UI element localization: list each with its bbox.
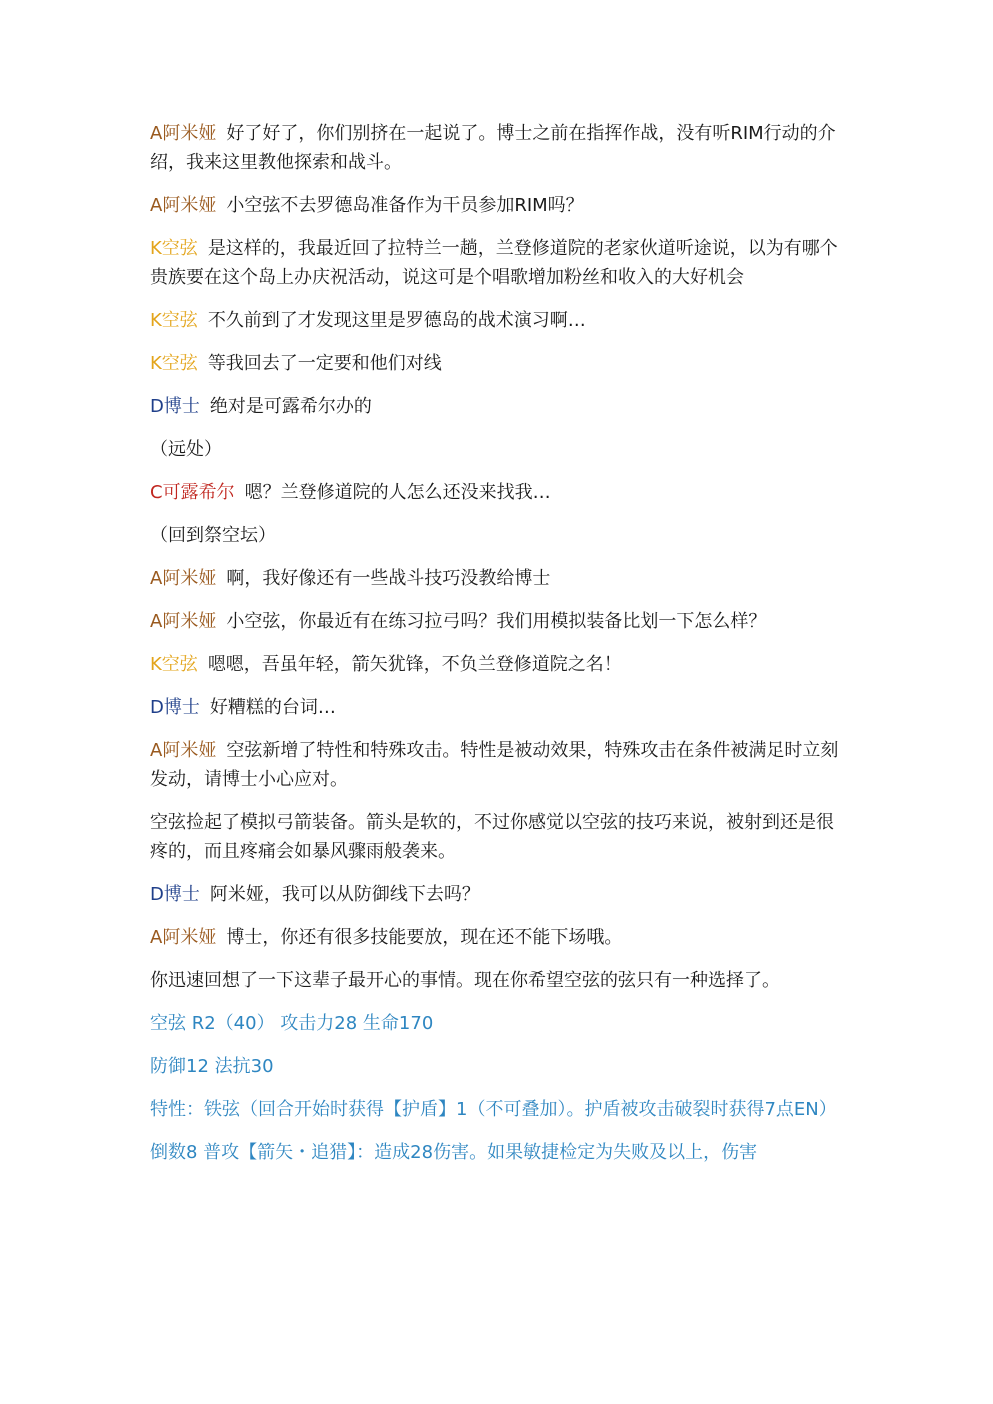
dialogue-line — [150, 234, 840, 292]
line-text: （远处） — [150, 439, 222, 460]
speaker-name: A阿米娅 — [150, 568, 217, 589]
narration-line — [150, 435, 840, 464]
line-text: 小空弦，你最近有在练习拉弓吗？我们用模拟装备比划一下怎么样？ — [226, 611, 767, 632]
document-body — [150, 119, 840, 1181]
speaker-name: C可露希尔 — [150, 482, 235, 503]
speaker-name: A阿米娅 — [150, 195, 217, 216]
line-text: 不久前到了才发现这里是罗德岛的战术演习啊… — [207, 310, 586, 331]
line-text: 防御12 法抗30 — [150, 1056, 274, 1077]
narration-line — [150, 521, 840, 550]
line-text: 好了好了，你们别挤在一起说了。博士之前在指挥作战，没有听RIM行动的介绍，我来这里教他探索和战斗。 — [150, 123, 836, 173]
speaker-name: K空弦 — [150, 238, 198, 259]
dialogue-line — [150, 693, 840, 722]
narration-line — [150, 808, 840, 866]
speaker-name: K空弦 — [150, 353, 198, 374]
dialogue-line — [150, 478, 840, 507]
line-text: 空弦 R2（40） 攻击力28 生命170 — [150, 1013, 434, 1034]
speaker-name: A阿米娅 — [150, 740, 217, 761]
speaker-name: K空弦 — [150, 310, 198, 331]
line-text: 倒数8 普攻【箭矢・追猎】：造成28伤害。如果敏捷检定为失败及以上，伤害 — [150, 1142, 758, 1163]
line-text: （回到祭空坛） — [150, 525, 276, 546]
line-text: 嗯？兰登修道院的人怎么还没来找我… — [244, 482, 551, 503]
dialogue-line — [150, 564, 840, 593]
line-text: 是这样的，我最近回了拉特兰一趟，兰登修道院的老家伙道听途说，以为有哪个贵族要在这个岛上办庆祝活动，说这可是个唱歌增加粉丝和收入的大好机会 — [150, 238, 838, 288]
dialogue-line — [150, 349, 840, 378]
line-text: 小空弦不去罗德岛准备作为干员参加RIM吗？ — [226, 195, 584, 216]
line-text: 好糟糕的台词… — [209, 697, 336, 718]
speaker-name: D博士 — [150, 396, 200, 417]
line-text: 啊，我好像还有一些战斗技巧没教给博士 — [226, 568, 551, 589]
speaker-name: A阿米娅 — [150, 611, 217, 632]
speaker-name: K空弦 — [150, 654, 198, 675]
dialogue-line — [150, 650, 840, 679]
line-text: 嗯嗯，吾虽年轻，箭矢犹锋，不负兰登修道院之名！ — [207, 654, 622, 675]
dialogue-line — [150, 392, 840, 421]
stat-line — [150, 1009, 840, 1038]
dialogue-line — [150, 119, 840, 177]
dialogue-line — [150, 607, 840, 636]
line-text: 博士，你还有很多技能要放，现在还不能下场哦。 — [226, 927, 623, 948]
speaker-name: D博士 — [150, 884, 200, 905]
dialogue-line — [150, 736, 840, 794]
line-text: 阿米娅，我可以从防御线下去吗？ — [209, 884, 480, 905]
line-text: 特性：铁弦（回合开始时获得【护盾】1（不可叠加）。护盾被攻击破裂时获得7点EN） — [150, 1099, 837, 1120]
line-text: 空弦新增了特性和特殊攻击。特性是被动效果，特殊攻击在条件被满足时立刻发动，请博士小心应对。 — [150, 740, 839, 790]
stat-line — [150, 1095, 840, 1124]
narration-line — [150, 966, 840, 995]
speaker-name: A阿米娅 — [150, 927, 217, 948]
line-text: 等我回去了一定要和他们对线 — [207, 353, 442, 374]
line-text: 绝对是可露希尔办的 — [209, 396, 372, 417]
dialogue-line — [150, 880, 840, 909]
speaker-name: D博士 — [150, 697, 200, 718]
dialogue-line — [150, 306, 840, 335]
line-text: 空弦捡起了模拟弓箭装备。箭头是软的，不过你感觉以空弦的技巧来说，被射到还是很疼的，而且疼痛会如暴风骤雨般袭来。 — [150, 812, 834, 862]
stat-line — [150, 1138, 840, 1167]
dialogue-line — [150, 923, 840, 952]
stat-line — [150, 1052, 840, 1081]
line-text: 你迅速回想了一下这辈子最开心的事情。现在你希望空弦的弦只有一种选择了。 — [150, 970, 780, 991]
dialogue-line — [150, 191, 840, 220]
speaker-name: A阿米娅 — [150, 123, 217, 144]
